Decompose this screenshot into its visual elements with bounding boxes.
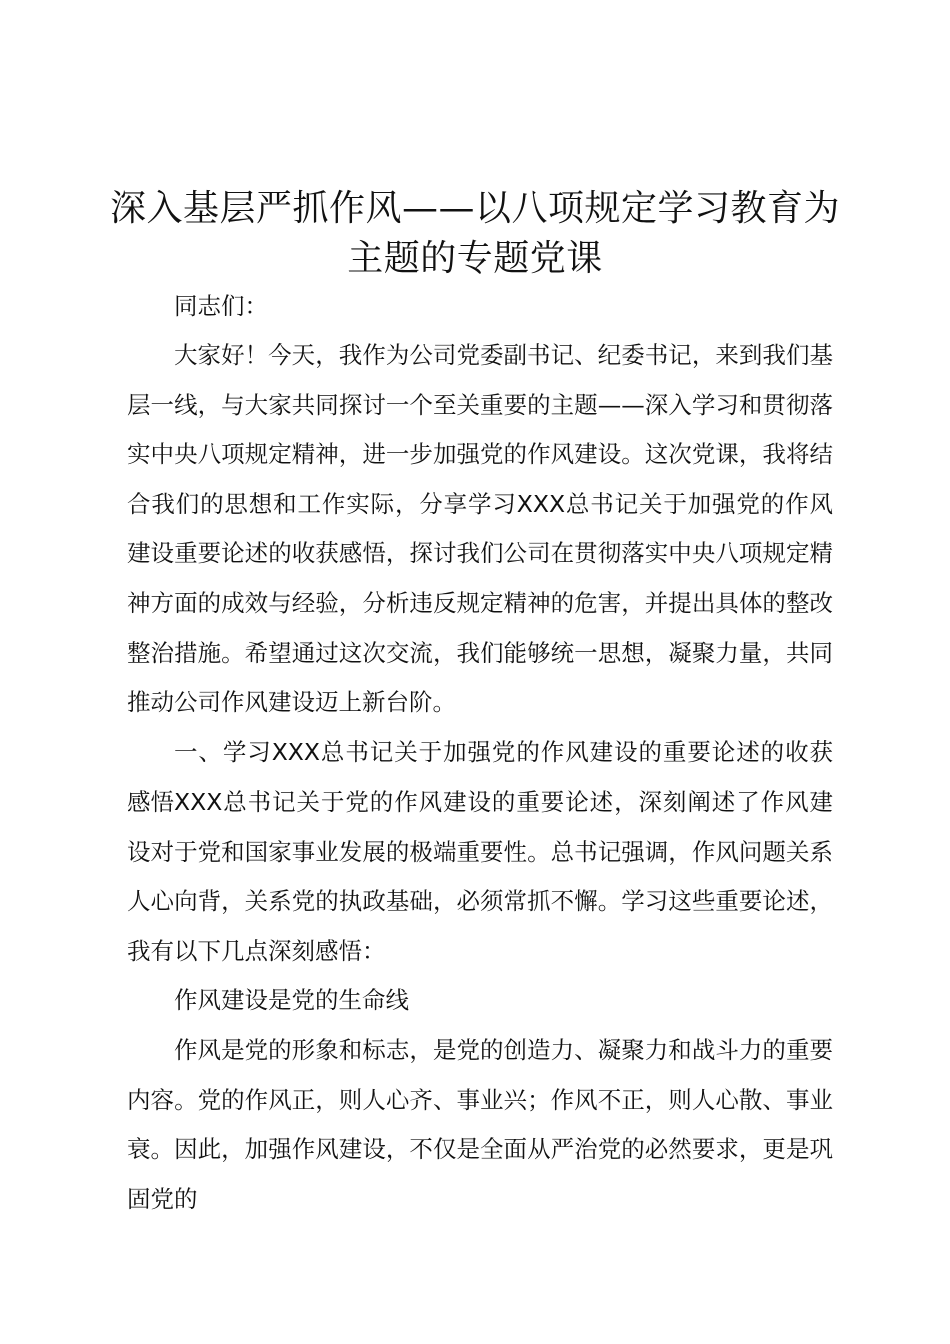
greeting-paragraph: 同志们： [174,292,268,320]
section-1-paragraph: XXX总书记关于党的作风建设的重要论述，深刻阐述了作风建设对于党和国家事业发展的极端重要性。总书记强调，作风问题关系人心向背，关系党的执政基础，必须常抓不懈。学习这些重要论述，我有以下几点深刻感悟： [127,788,833,965]
subheading-1: 作风建设是党的生命线 [174,986,409,1014]
intro-paragraph: 大家好！今天，我作为公司党委副书记、纪委书记，来到我们基层一线，与大家共同探讨一个至关重要的主题——深入学习和贯彻落实中央八项规定精神，进一步加强党的作风建设。这次党课，我将结合我们的思想和工作实际，分享学习XXX总书记关于加强党的作风建设重要论述的收获感悟，探讨我们公司在贯彻落实中央八项规定精神方面的成效与经验，分析违反规定精神的危害，并提出具体的整改整治措施。希望通过这次交流，我们能够统一思想，凝聚力量，共同推动公司作风建设迈上新台阶。 [127,341,833,717]
section-1-heading: 一、学习XXX总书记关于加强党的作风建设的重要论述的收获感悟 [127,738,833,816]
document-title-line-2: 主题的专题党课 [347,238,603,279]
subheading-1-paragraph: 作风是党的形象和标志，是党的创造力、凝聚力和战斗力的重要内容。党的作风正，则人心齐、事业兴；作风不正，则人心散、事业衰。因此，加强作风建设，不仅是全面从严治党的必然要求，更是巩固党的 [127,1036,833,1213]
document-title-line-1: 深入基层严抓作风——以八项规定学习教育为 [109,188,840,229]
